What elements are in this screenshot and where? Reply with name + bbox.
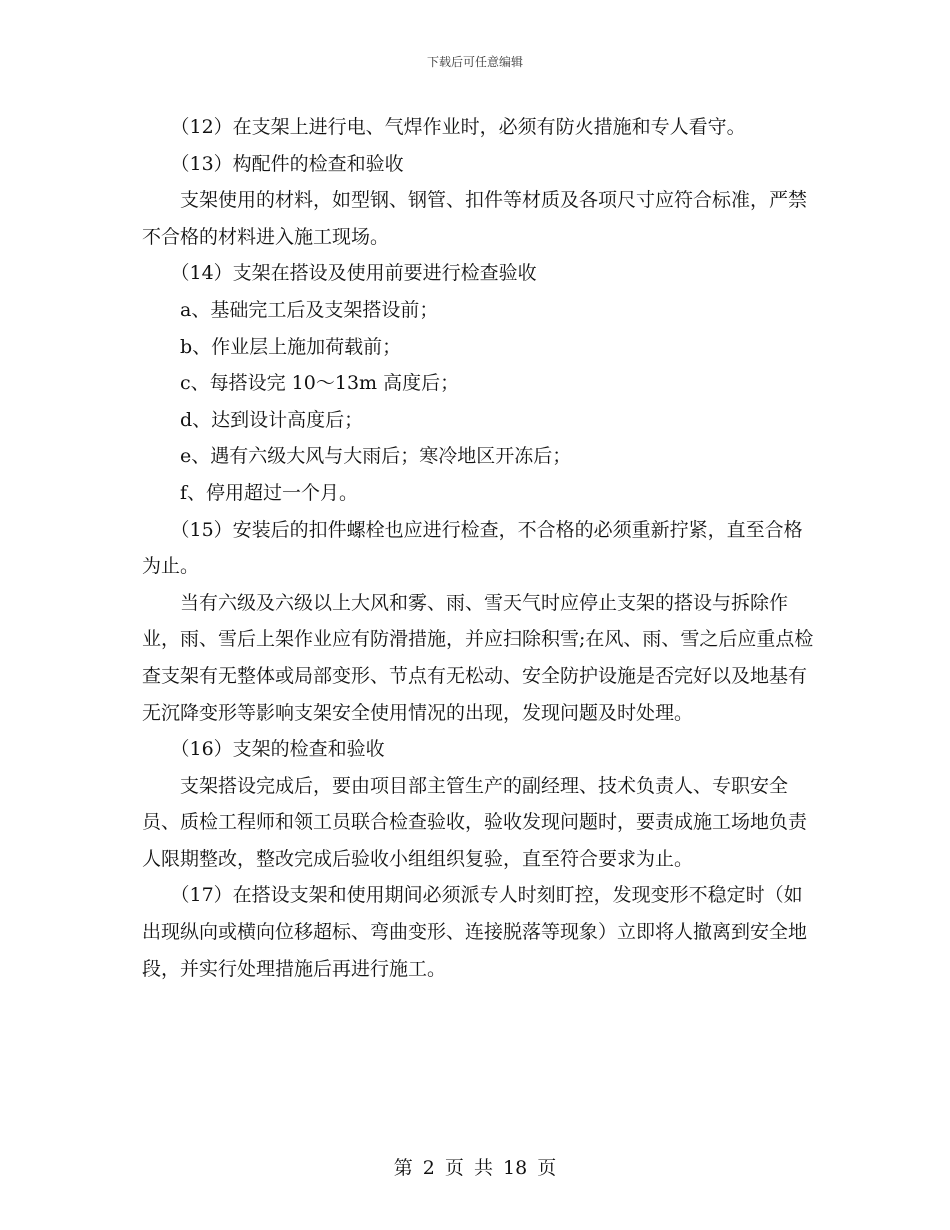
list-item-f: f、停用超过一个月。: [180, 481, 359, 504]
page-footer: 第 2 页 共 18 页: [393, 1157, 557, 1179]
page-header: 下载后可任意编辑: [426, 55, 523, 69]
paragraph-13-body: 支架使用的材料，如型钢、钢管、扣件等材质及各项尺寸应符合标准，严禁不合格的材料进入施工现场。: [142, 189, 808, 248]
list-item-c: c、每搭设完 10～13m 高度后；: [180, 372, 460, 395]
paragraph-16-body: 支架搭设完成后，要由项目部主管生产的副经理、技术负责人、专职安全员、质检工程师和领工员联合检查验收，验收发现问题时，要责成施工场地负责人限期整改，整改完成后验收小组组织复验，直至符合要求为止。: [142, 774, 808, 870]
list-item-a: a、基础完工后及支架搭设前；: [180, 298, 439, 321]
paragraph-weather: 当有六级及六级以上大风和雾、雨、雪天气时应停止支架的搭设与拆除作业，雨、雪后上架作业应有防滑措施，并应扫除积雪;在风、雨、雪之后应重点检查支架有无整体或局部变形、节点有无松动、安全防护设施是否完好以及地基有无沉降变形等影响支架安全使用情况的出现，发现问题及时处理。: [142, 591, 814, 724]
document-body: [142, 109, 817, 987]
list-item-e: e、遇有六级大风与大雨后；寒冷地区开冻后；: [180, 445, 572, 468]
paragraph-13-heading: （13）构配件的检查和验收: [170, 152, 404, 175]
list-item-d: d、达到设计高度后；: [180, 408, 364, 431]
paragraph-14-heading: （14）支架在搭设及使用前要进行检查验收: [170, 262, 537, 285]
paragraph-12: （12）在支架上进行电、气焊作业时，必须有防火措施和专人看守。: [170, 116, 746, 138]
paragraph-17: （17）在搭设支架和使用期间必须派专人时刻盯控，发现变形不稳定时（如出现纵向或横向位移超标、弯曲变形、连接脱落等现象）立即将人撤离到安全地段，并实行处理措施后再进行施工。: [142, 884, 808, 980]
list-item-b: b、作业层上施加荷载前；: [180, 335, 402, 358]
paragraph-16-heading: （16）支架的检查和验收: [170, 738, 385, 761]
paragraph-15: （15）安装后的扣件螺栓也应进行检查，不合格的必须重新拧紧，直至合格为止。: [142, 518, 803, 578]
